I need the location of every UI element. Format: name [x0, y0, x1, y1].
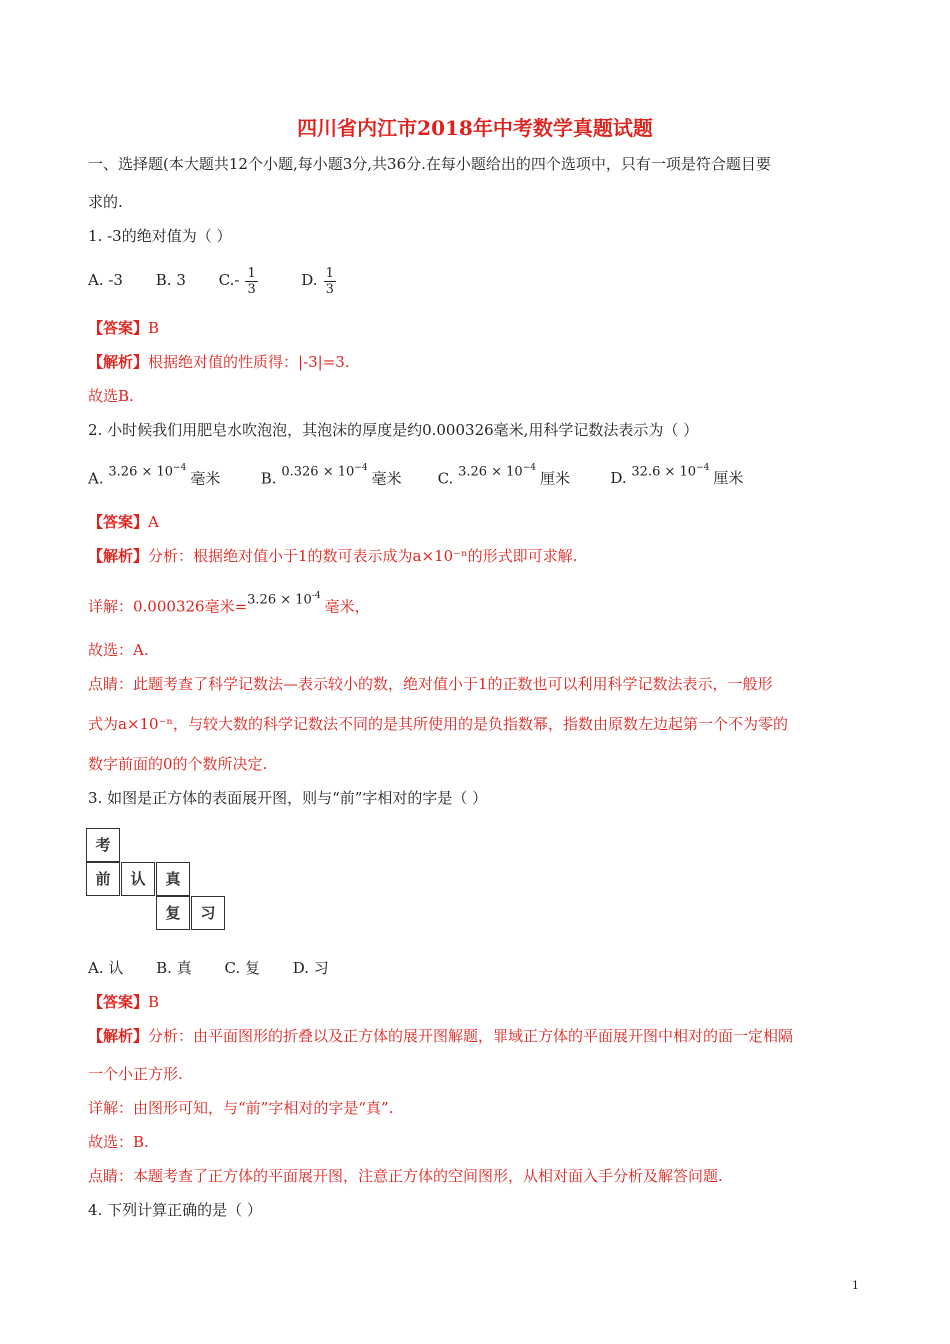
net-cell-ren: 认 [121, 862, 155, 896]
q2-option-d-label: D. [610, 469, 627, 488]
q3-answer-tag: 【答案】 [88, 993, 149, 1011]
q3-detail: 详解：由图形可知，与“前”字相对的字是“真”. [88, 1099, 394, 1117]
q2-option-b-unit: 毫米 [371, 469, 402, 488]
q1-option-d-label: D. [301, 271, 318, 289]
net-cell-kao: 考 [86, 828, 120, 862]
q2-option-c [438, 462, 606, 494]
q2-analysis-tag: 【解析】 [88, 547, 149, 565]
q2-option-a-expression: $3.26 \times 10^{-4}$ [108, 463, 187, 480]
net-cell-zhen: 真 [156, 862, 190, 896]
q1-option-c-label: C. [218, 271, 235, 289]
q3-options [88, 958, 357, 978]
section-intro-line1: 一、选择题(本大题共12个小题,每小题3分,共36分.在每小题给出的四个选项中，只有一项是符合题目要 [88, 155, 771, 173]
q2-answer [88, 512, 159, 532]
q2-option-c-unit: 厘米 [540, 469, 571, 488]
q2-option-b [261, 462, 433, 494]
q2-stem: 2. 小时候我们用肥皂水吹泡泡，其泡沫的厚度是约0.000326毫米,用科学记数法表示为（ ） [88, 421, 699, 439]
net-cell-qian: 前 [86, 862, 120, 896]
q2-option-c-label: C. [437, 469, 454, 488]
q1-choice: 故选B. [88, 387, 134, 405]
q3-analysis-text-line2: 一个小正方形. [88, 1065, 183, 1083]
q2-note-line3: 数字前面的0的个数所决定. [88, 755, 268, 773]
q2-detail-prefix: 详解：0.000326毫米= [88, 597, 248, 616]
q2-option-a-label: A. [88, 469, 104, 488]
q1-option-c-numerator: 1 [247, 265, 256, 281]
q2-detail-expression: $3.26 \times 10^{-4}$ [247, 591, 321, 608]
q1-analysis [88, 352, 350, 372]
q2-answer-tag: 【答案】 [88, 513, 149, 531]
q1-answer-value: B [148, 319, 160, 337]
q3-answer-value: B [148, 993, 160, 1011]
q3-answer [88, 992, 159, 1012]
q1-answer [88, 318, 159, 338]
q2-option-d-expression: $32.6 \times 10^{-4}$ [631, 463, 710, 480]
q1-option-c-sign: - [234, 271, 240, 289]
q2-options [88, 462, 743, 494]
q2-option-a-unit: 毫米 [190, 469, 221, 488]
q1-option-c-fraction [245, 266, 257, 297]
q2-option-a [88, 462, 256, 494]
q2-option-d [610, 463, 744, 488]
q1-option-c-denominator: 3 [247, 281, 256, 297]
q3-option-c: C. 复 [224, 959, 260, 977]
q3-analysis-tag: 【解析】 [88, 1027, 149, 1045]
q2-option-b-expression: $0.326 \times 10^{-4}$ [281, 463, 368, 480]
q3-analysis [88, 1026, 793, 1046]
page-number: 1 [852, 1279, 859, 1292]
q2-analysis [88, 546, 577, 566]
q2-option-d-unit: 厘米 [713, 469, 744, 488]
q3-option-d: D. 习 [292, 959, 329, 977]
q1-option-d-denominator: 3 [325, 281, 334, 297]
net-cell-xi: 习 [191, 896, 225, 930]
q1-option-a: A. -3 [88, 271, 123, 289]
q2-detail [88, 590, 370, 622]
q2-detail-suffix: 毫米， [324, 597, 370, 616]
q4-stem: 4. 下列计算正确的是（ ） [88, 1201, 262, 1219]
q3-choice: 故选：B. [88, 1133, 149, 1151]
cube-net-figure [86, 826, 228, 936]
q3-option-a: A. 认 [88, 959, 124, 977]
section-intro-line2: 求的. [88, 193, 123, 211]
q1-option-c [218, 265, 263, 297]
q2-analysis-text: 分析：根据绝对值小于1的数可表示成为a×10⁻ⁿ的形式即可求解. [148, 547, 578, 565]
q2-option-c-expression: $3.26 \times 10^{-4}$ [458, 463, 536, 480]
q2-option-b-label: B. [260, 469, 277, 488]
q2-note-line1: 点睛：此题考查了科学记数法—表示较小的数，绝对值小于1的正数也可以利用科学记数法表示，一般形 [88, 675, 773, 693]
q1-option-b: B. 3 [155, 271, 186, 289]
q1-option-d [301, 265, 336, 297]
q1-option-d-numerator: 1 [325, 265, 334, 281]
q1-analysis-tag: 【解析】 [88, 353, 149, 371]
q2-choice: 故选：A. [88, 641, 149, 659]
q1-option-d-fraction [324, 266, 336, 297]
q3-stem: 3. 如图是正方体的表面展开图，则与“前”字相对的字是（ ） [88, 789, 488, 807]
q3-note: 点睛：本题考查了正方体的平面展开图，注意正方体的空间图形，从相对面入手分析及解答问题. [88, 1167, 723, 1185]
q1-analysis-text: 根据绝对值的性质得：|-3|=3. [148, 353, 350, 371]
q2-note-line2: 式为a×10⁻ⁿ，与较大数的科学记数法不同的是其所使用的是负指数幂，指数由原数左边起第一个不为零的 [88, 715, 789, 733]
q1-options [88, 258, 336, 302]
q1-stem: 1. -3的绝对值为（ ） [88, 227, 232, 245]
page-title: 四川省内江市2018年中考数学真题试题 [297, 116, 653, 140]
q2-answer-value: A [148, 513, 159, 531]
q1-answer-tag: 【答案】 [88, 319, 149, 337]
q3-option-b: B. 真 [156, 959, 192, 977]
net-cell-fu: 复 [156, 896, 190, 930]
q3-analysis-text-line1: 分析：由平面图形的折叠以及正方体的展开图解题，罪域正方体的平面展开图中相对的面一定相隔 [148, 1027, 794, 1045]
